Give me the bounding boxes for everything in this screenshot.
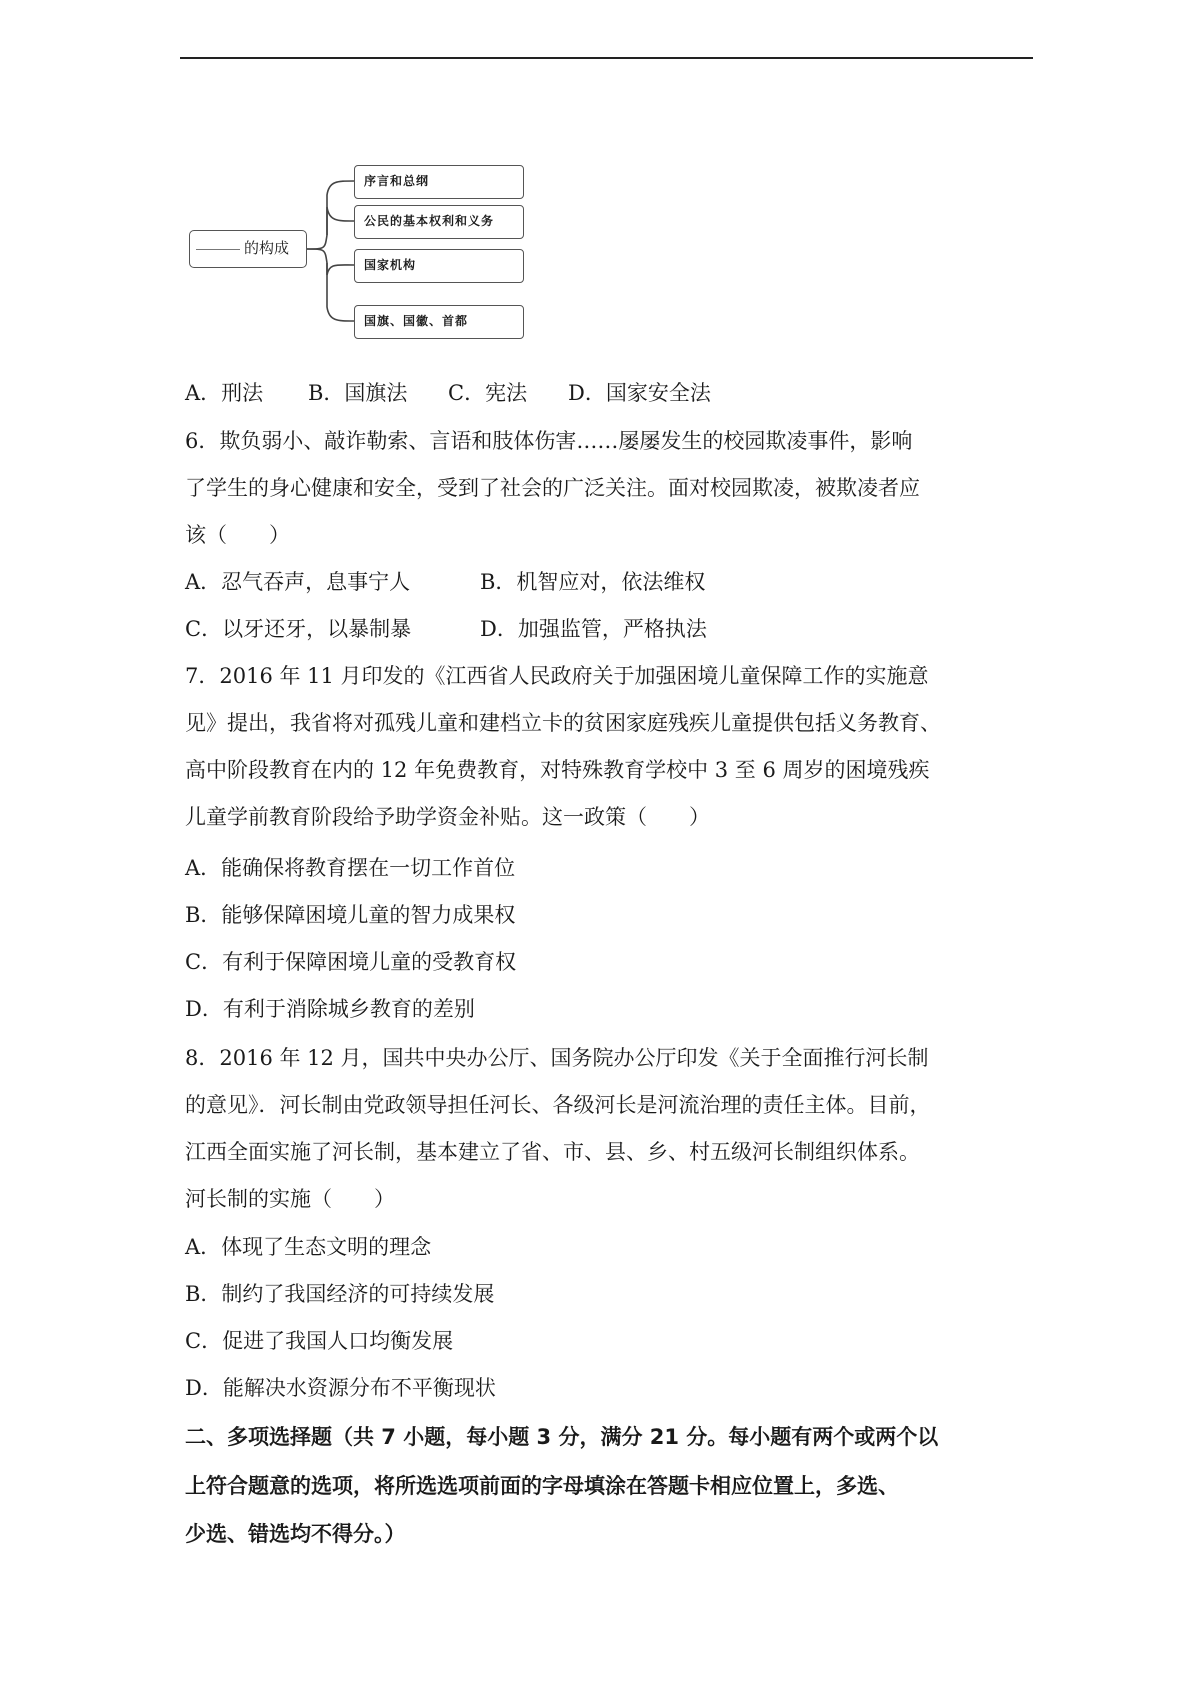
- q7-stem-line: 7．2016 年 11 月印发的《江西省人民政府关于加强困境儿童保障工作的实施意: [185, 664, 929, 688]
- diagram-branch-symbols: 国旗、国徽、首都: [354, 305, 524, 339]
- header-rule: [180, 57, 1033, 59]
- q7-option-d[interactable]: D．有利于消除城乡教育的差别: [185, 997, 475, 1021]
- section-2-heading: 二、多项选择题（共 7 小题，每小题 3 分，满分 21 分。每小题有两个或两个以: [185, 1425, 939, 1449]
- q7-option-b[interactable]: B．能够保障困境儿童的智力成果权: [185, 903, 516, 927]
- fill-in-blank: [196, 248, 240, 250]
- section-2-heading: 少选、错选均不得分。）: [185, 1522, 406, 1546]
- q8-stem-line: 江西全面实施了河长制，基本建立了省、市、县、乡、村五级河长制组织体系。: [185, 1140, 920, 1164]
- q6-option-a[interactable]: A．忍气吞声，息事宁人: [185, 570, 411, 594]
- q5-option-d[interactable]: D．国家安全法: [568, 381, 711, 405]
- q6-options-row-1: [185, 566, 705, 596]
- diagram-branch-preamble: 序言和总纲: [354, 165, 524, 199]
- q6-option-d[interactable]: D．加强监管，严格执法: [480, 617, 707, 641]
- q6-stem-line: 该（ ）: [185, 523, 290, 547]
- q6-options-row-2: [185, 613, 707, 643]
- q8-stem-line: 的意见》．河长制由党政领导担任河长、各级河长是河流治理的责任主体。目前，: [185, 1093, 931, 1117]
- diagram-branch-organs: 国家机构: [354, 249, 524, 283]
- constitution-structure-diagram: [185, 165, 530, 345]
- diagram-branch-rights: 公民的基本权利和义务: [354, 205, 524, 239]
- q7-option-a[interactable]: A．能确保将教育摆在一切工作首位: [185, 856, 516, 880]
- q8-option-c[interactable]: C．促进了我国人口均衡发展: [185, 1329, 454, 1353]
- q8-stem-line: 8．2016 年 12 月，国共中央办公厅、国务院办公厅印发《关于全面推行河长制: [185, 1046, 929, 1070]
- q7-stem-line: 儿童学前教育阶段给予助学资金补贴。这一政策（ ）: [185, 805, 710, 829]
- q5-option-c[interactable]: C．宪法: [448, 381, 528, 405]
- q6-option-c[interactable]: C．以牙还牙，以暴制暴: [185, 617, 412, 641]
- q6-option-b[interactable]: B．机智应对，依法维权: [480, 570, 706, 594]
- q7-stem-line: 见》提出，我省将对孤残儿童和建档立卡的贫困家庭残疾儿童提供包括义务教育、: [185, 711, 941, 735]
- diagram-root-label: 的构成: [244, 239, 290, 257]
- q8-option-b[interactable]: B．制约了我国经济的可持续发展: [185, 1282, 495, 1306]
- q5-option-a[interactable]: A．刑法: [185, 381, 264, 405]
- q5-option-b[interactable]: B．国旗法: [308, 381, 408, 405]
- section-2-heading: 上符合题意的选项，将所选选项前面的字母填涂在答题卡相应位置上，多选、: [185, 1474, 899, 1498]
- q8-option-d[interactable]: D．能解决水资源分布不平衡现状: [185, 1376, 496, 1400]
- q7-stem-line: 高中阶段教育在内的 12 年免费教育，对特殊教育学校中 3 至 6 周岁的困境残疾: [185, 758, 930, 782]
- q6-stem-line: 6．欺负弱小、敲诈勒索、言语和肢体伤害……屡屡发生的校园欺凌事件，影响: [185, 429, 913, 453]
- diagram-root-node: [189, 230, 307, 268]
- q8-stem-line: 河长制的实施（ ）: [185, 1187, 395, 1211]
- q6-stem-line: 了学生的身心健康和安全，受到了社会的广泛关注。面对校园欺凌，被欺凌者应: [185, 476, 920, 500]
- q8-option-a[interactable]: A．体现了生态文明的理念: [185, 1235, 432, 1259]
- q5-options: [185, 377, 711, 407]
- q7-option-c[interactable]: C．有利于保障困境儿童的受教育权: [185, 950, 517, 974]
